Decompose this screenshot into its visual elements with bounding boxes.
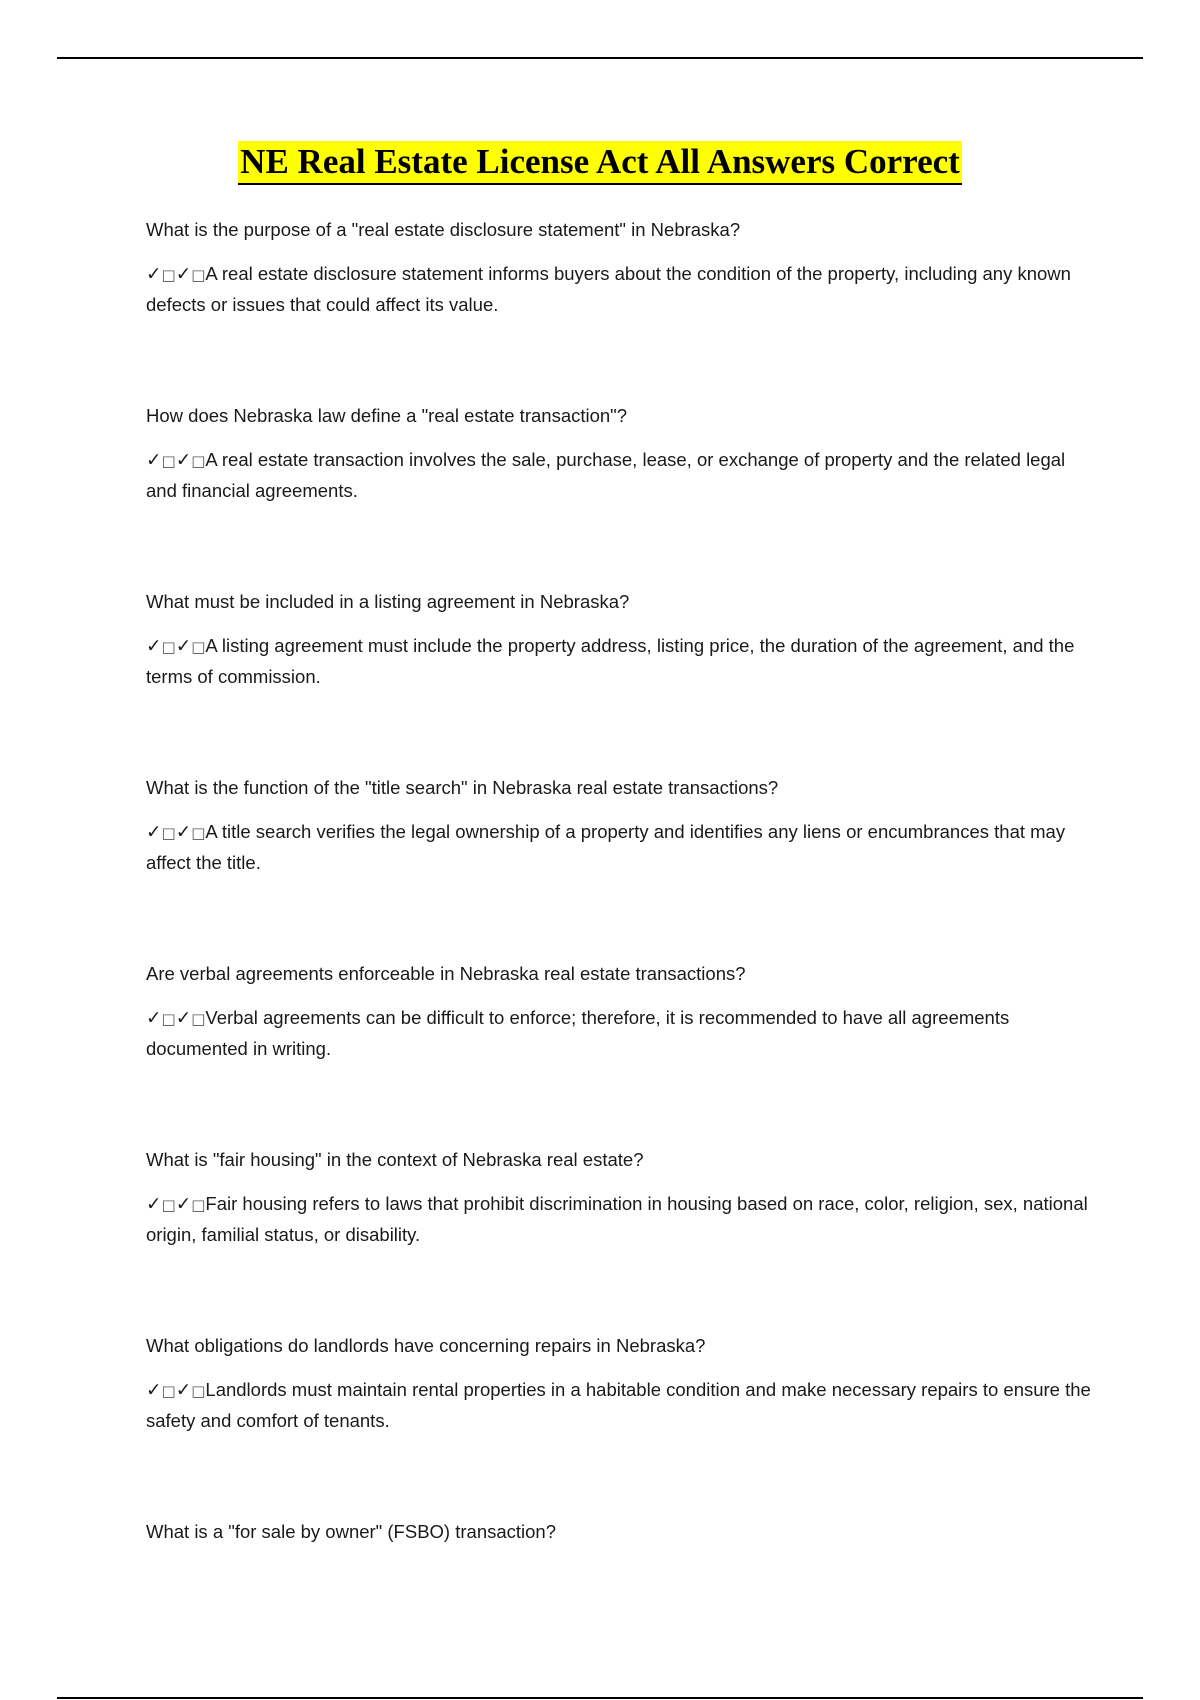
- check-icon: ✓: [175, 450, 192, 471]
- answer-text: [146, 1189, 1096, 1249]
- document-title: NE Real Estate License Act All Answers Correct: [238, 141, 962, 185]
- answer-body: A title search verifies the legal ownership of a property and identifies any liens or encumbrances that may affect the title.: [146, 821, 1066, 873]
- top-rule: [57, 57, 1143, 59]
- qa-list: [146, 213, 1096, 1549]
- qa-item: [146, 771, 1096, 877]
- spacer: [146, 505, 1096, 585]
- answer-body: A listing agreement must include the property address, listing price, the duration of the agreement, and the terms of commission.: [146, 635, 1075, 687]
- spacer: [146, 319, 1096, 399]
- qa-item: [146, 213, 1096, 319]
- check-icon: ✓: [146, 1380, 162, 1401]
- answer-text: [146, 817, 1096, 877]
- qa-item: [146, 1515, 1096, 1549]
- spacer: [146, 691, 1096, 771]
- check-icon: ✓: [175, 264, 192, 285]
- check-icon: ✓: [146, 450, 162, 471]
- box-glyph: □: [161, 1196, 176, 1214]
- spacer: [146, 1249, 1096, 1329]
- question-text: What is a "for sale by owner" (FSBO) transaction?: [146, 1521, 557, 1542]
- box-glyph: □: [191, 1196, 206, 1214]
- spacer: [146, 877, 1096, 957]
- check-icon: ✓: [175, 1008, 192, 1029]
- check-icon: ✓: [146, 264, 162, 285]
- answer-body: Fair housing refers to laws that prohibit discrimination in housing based on race, color, religion, sex, national origin, familial status, or disability.: [146, 1193, 1088, 1245]
- box-glyph: □: [161, 1010, 176, 1028]
- check-icon: ✓: [175, 822, 192, 843]
- box-glyph: □: [191, 638, 206, 656]
- answer-body: A real estate transaction involves the sale, purchase, lease, or exchange of property and the related legal and financial agreements.: [146, 449, 1066, 501]
- answer-body: Landlords must maintain rental properties in a habitable condition and make necessary repairs to ensure the safety and comfort of tenants.: [146, 1379, 1091, 1431]
- box-glyph: □: [161, 824, 176, 842]
- box-glyph: □: [191, 452, 206, 470]
- question-text: What must be included in a listing agreement in Nebraska?: [146, 591, 630, 612]
- box-glyph: □: [161, 638, 176, 656]
- bottom-rule: [57, 1697, 1143, 1699]
- answer-text: [146, 1375, 1096, 1435]
- answer-text: [146, 631, 1096, 691]
- spacer: [146, 1063, 1096, 1143]
- qa-item: [146, 399, 1096, 505]
- check-icon: ✓: [175, 636, 192, 657]
- box-glyph: □: [191, 824, 206, 842]
- box-glyph: □: [191, 266, 206, 284]
- qa-item: [146, 585, 1096, 691]
- qa-item: [146, 957, 1096, 1063]
- question-text: What is the function of the "title search" in Nebraska real estate transactions?: [146, 777, 779, 798]
- box-glyph: □: [161, 1382, 176, 1400]
- answer-text: [146, 445, 1096, 505]
- answer-text: [146, 1003, 1096, 1063]
- answer-body: Verbal agreements can be difficult to enforce; therefore, it is recommended to have all agreements documented in writing.: [146, 1007, 1010, 1059]
- question-text: What obligations do landlords have concerning repairs in Nebraska?: [146, 1335, 706, 1356]
- check-icon: ✓: [175, 1194, 192, 1215]
- qa-item: [146, 1329, 1096, 1435]
- box-glyph: □: [161, 452, 176, 470]
- answer-text: [146, 259, 1096, 319]
- title-container: [0, 141, 1200, 185]
- answer-body: A real estate disclosure statement informs buyers about the condition of the property, including any known defects or issues that could affect its value.: [146, 263, 1071, 315]
- check-icon: ✓: [146, 1194, 162, 1215]
- spacer: [146, 1435, 1096, 1515]
- check-icon: ✓: [146, 822, 162, 843]
- question-text: How does Nebraska law define a "real estate transaction"?: [146, 405, 628, 426]
- question-text: What is "fair housing" in the context of Nebraska real estate?: [146, 1149, 644, 1170]
- question-text: Are verbal agreements enforceable in Nebraska real estate transactions?: [146, 963, 746, 984]
- check-icon: ✓: [175, 1380, 192, 1401]
- box-glyph: □: [161, 266, 176, 284]
- qa-item: [146, 1143, 1096, 1249]
- question-text: What is the purpose of a "real estate disclosure statement" in Nebraska?: [146, 219, 741, 240]
- box-glyph: □: [191, 1382, 206, 1400]
- check-icon: ✓: [146, 1008, 162, 1029]
- check-icon: ✓: [146, 636, 162, 657]
- box-glyph: □: [191, 1010, 206, 1028]
